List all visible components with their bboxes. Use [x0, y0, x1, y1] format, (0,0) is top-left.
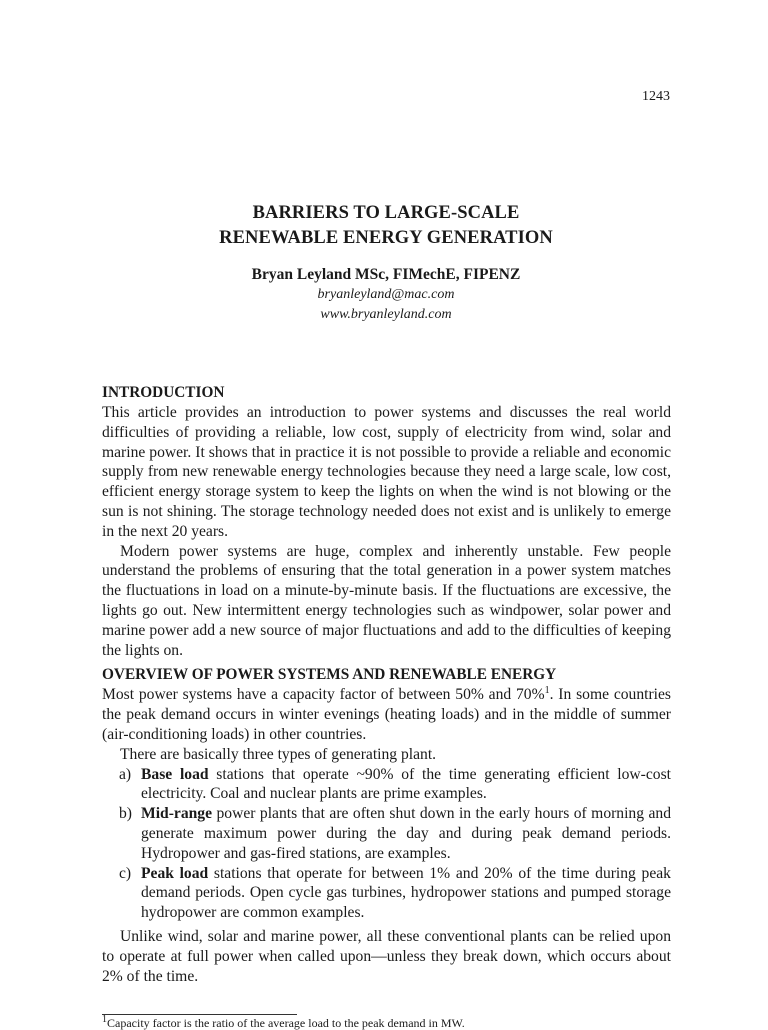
introduction-paragraph-1: This article provides an introduction to power systems and discusses the real world difficulties of providing a reliable, low cost, supply of electricity from wind, solar and marine power. It shows that in practice it is not possible to provide a reliable and economic supply from new renewable energy technologies because they need a large scale, low cost, efficient energy storage system to keep the lights on when the wind is not blowing or the sun is not shining. The storage technology needed does not exist and is unlikely to emerge in the next 20 years.: [102, 404, 671, 540]
list-term: Peak load: [141, 864, 209, 882]
title-block: [0, 201, 768, 325]
list-marker: a): [119, 765, 132, 783]
footnote-text: Capacity factor is the ratio of the average load to the peak demand in MW.: [107, 1016, 465, 1030]
footnote: [102, 1016, 465, 1030]
article-body: [102, 383, 671, 986]
list-term: Mid-range: [141, 805, 213, 823]
introduction-heading: INTRODUCTION: [102, 384, 225, 401]
footnote-marker: 1: [102, 1014, 107, 1025]
author-website: www.bryanleyland.com: [320, 307, 452, 322]
list-item: [119, 864, 671, 923]
overview-paragraph-1-start: Most power systems have a capacity factor of between 50% and 70%: [102, 686, 545, 704]
overview-paragraph-1: [102, 685, 671, 744]
list-marker: b): [119, 805, 132, 823]
footnote-reference: 1: [544, 685, 550, 697]
list-item-text: [141, 804, 671, 863]
author-email: bryanleyland@mac.com: [317, 287, 455, 302]
article-title-line-1: BARRIERS TO LARGE-SCALE: [252, 203, 520, 223]
list-item-text: [141, 864, 671, 923]
list-item: [119, 765, 671, 805]
footnote-divider: [102, 1014, 297, 1015]
page-number: 1243: [642, 89, 670, 104]
introduction-paragraph-2: Modern power systems are huge, complex and inherently unstable. Few people understand the problems of ensuring that the total generation in a power system matches the fluctuations in load on a minute-by-minute basis. If the fluctuations are excessive, the lights go out. New intermittent energy technologies such as windpower, solar power and marine power add a new source of major fluctuations and add to the difficulties of keeping the lights on.: [102, 542, 671, 659]
list-description: stations that operate for between 1% and 20% of the time during peak demand periods. Open cycle gas turbines, hydropower stations and pumped storage hydropower are common examples.: [141, 864, 671, 922]
list-description: stations that operate ~90% of the time generating efficient low-cost electricity. Coal and nuclear plants are prime examples.: [141, 765, 671, 803]
article-title-line-2: RENEWABLE ENERGY GENERATION: [219, 228, 553, 248]
overview-paragraph-3: Unlike wind, solar and marine power, all these conventional plants can be relied upon to operate at full power when called upon—unless they break down, which occurs about 2% of the time.: [102, 927, 671, 985]
author-name: Bryan Leyland MSc, FIMechE, FIPENZ: [251, 266, 521, 283]
overview-paragraph-1-end: . In some countries the peak demand occurs in winter evenings (heating loads) and in the middle of summer (air-conditioning loads) in other countries.: [102, 686, 671, 743]
list-description: power plants that are often shut down in the early hours of morning and generate maximum power during the day and during peak demand periods. Hydropower and gas-fired stations, are examples.: [141, 805, 671, 862]
list-marker: c): [119, 864, 132, 882]
plant-type-list: [102, 765, 671, 923]
list-item: [119, 804, 671, 863]
overview-heading: OVERVIEW OF POWER SYSTEMS AND RENEWABLE ENERGY: [102, 666, 557, 684]
list-term: Base load: [141, 765, 209, 783]
list-item-text: [141, 765, 671, 805]
overview-paragraph-2: There are basically three types of generating plant.: [120, 745, 437, 763]
